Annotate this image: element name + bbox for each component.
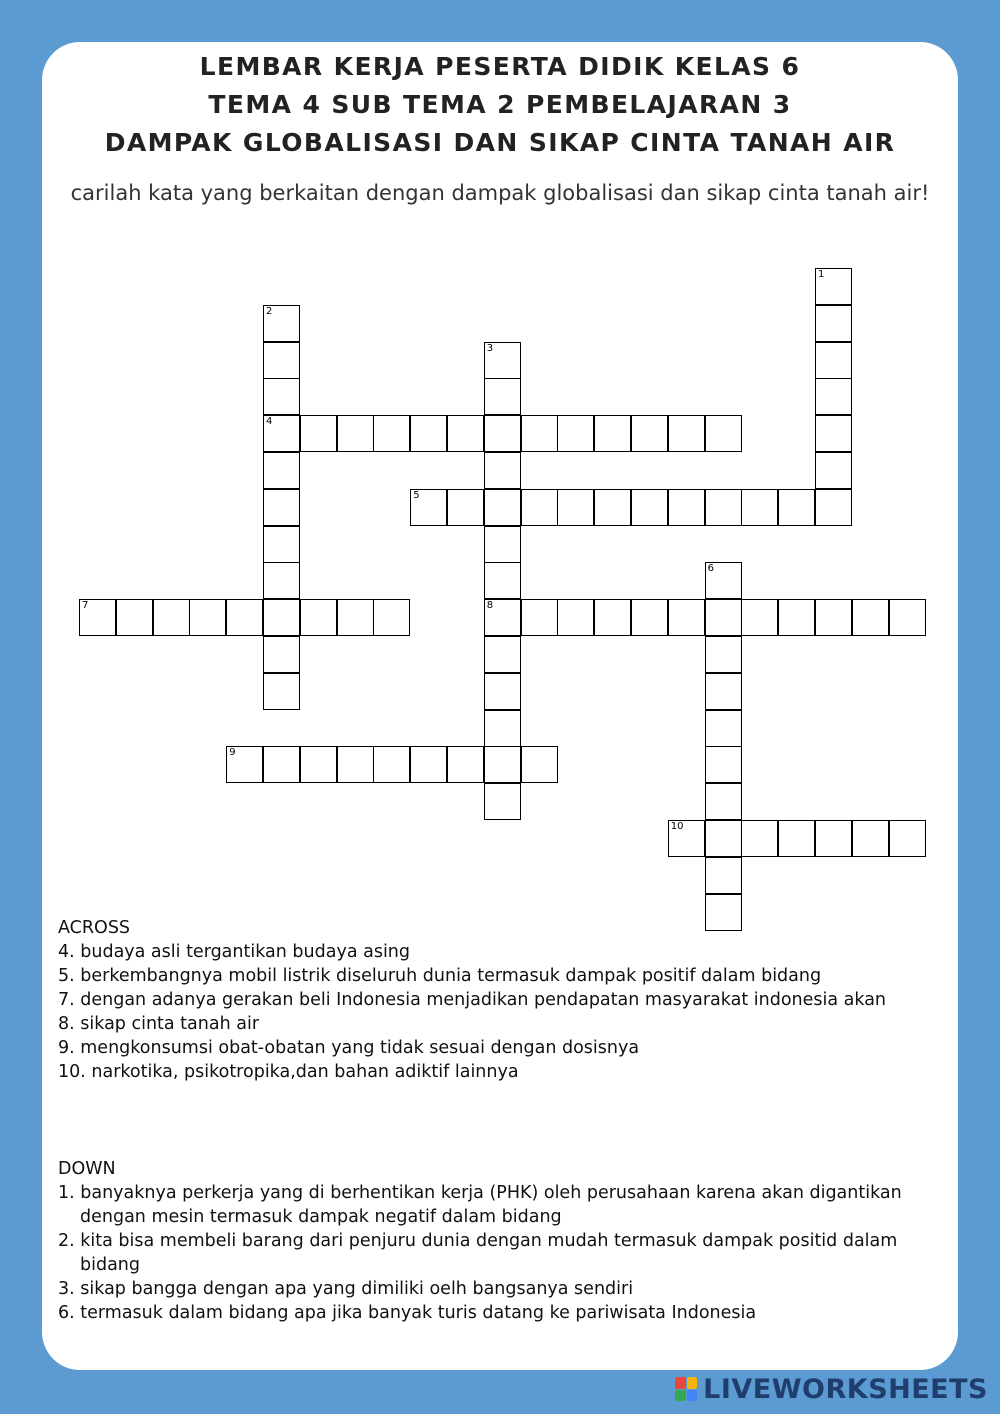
crossword-cell[interactable] (337, 746, 374, 783)
crossword-cell[interactable] (778, 489, 815, 526)
crossword-cell[interactable] (705, 783, 742, 820)
crossword-cell[interactable] (484, 783, 521, 820)
instruction-text: carilah kata yang berkaitan dengan dampak globalisasi dan sikap cinta tanah air! (70, 181, 930, 205)
down-clues (58, 1157, 948, 1325)
crossword-cell[interactable] (815, 342, 852, 379)
crossword-cell[interactable] (373, 415, 410, 452)
crossword-cell[interactable] (337, 599, 374, 636)
crossword-cell[interactable] (631, 599, 668, 636)
watermark-text: LIVEWORKSHEETS (703, 1373, 988, 1405)
crossword-cell[interactable] (815, 268, 852, 305)
crossword-cell[interactable] (263, 452, 300, 489)
crossword-cell[interactable] (778, 599, 815, 636)
down-clue-3: 3. sikap bangga dengan apa yang dimiliki oelh bangsanya sendiri (58, 1279, 634, 1299)
crossword-cell[interactable] (521, 415, 558, 452)
across-clue-4: 4. budaya asli tergantikan budaya asing (58, 942, 411, 962)
crossword-cell[interactable] (705, 636, 742, 673)
crossword-cell[interactable] (484, 599, 521, 636)
crossword-cell[interactable] (484, 673, 521, 710)
crossword-cell[interactable] (741, 820, 778, 857)
crossword-cell[interactable] (557, 599, 594, 636)
crossword-cell[interactable] (594, 415, 631, 452)
liveworksheets-logo-icon (675, 1377, 697, 1401)
crossword-cell[interactable] (263, 305, 300, 342)
crossword-cell[interactable] (815, 305, 852, 342)
crossword-cell[interactable] (484, 415, 521, 452)
clue-number-9: 9 (229, 747, 236, 759)
crossword-cell[interactable] (852, 599, 889, 636)
crossword-cell[interactable] (705, 710, 742, 747)
clue-number-3: 3 (486, 342, 494, 354)
crossword-cell[interactable] (705, 562, 742, 599)
crossword-cell[interactable] (263, 342, 300, 379)
crossword-cell[interactable] (263, 636, 300, 673)
across-clue-10: 10. narkotika, psikotropika,dan bahan adiktif lainnya (58, 1062, 519, 1082)
down-clue-6: 6. termasuk dalam bidang apa jika banyak turis datang ke pariwisata Indonesia (58, 1303, 757, 1323)
crossword-cell[interactable] (815, 489, 852, 526)
down-heading: DOWN (58, 1159, 116, 1179)
crossword-cell[interactable] (263, 378, 300, 415)
crossword-cell[interactable] (153, 599, 190, 636)
across-clue-9: 9. mengkonsumsi obat-obatan yang tidak sesuai dengan dosisnya (58, 1038, 640, 1058)
clue-number-6: 6 (707, 563, 714, 575)
title-line-3: DAMPAK GLOBALISASI DAN SIKAP CINTA TANAH AIR (104, 128, 896, 157)
title-line-2: TEMA 4 SUB TEMA 2 PEMBELAJARAN 3 (208, 90, 792, 119)
crossword-cell[interactable] (410, 746, 447, 783)
crossword-cell[interactable] (447, 746, 484, 783)
crossword-cell[interactable] (373, 599, 410, 636)
clue-number-7: 7 (82, 600, 89, 612)
crossword-cell[interactable] (815, 378, 852, 415)
crossword-cell[interactable] (79, 599, 116, 636)
clue-number-5: 5 (413, 489, 420, 501)
crossword-cell[interactable] (263, 746, 300, 783)
crossword-cell[interactable] (300, 746, 337, 783)
crossword-cell[interactable] (705, 489, 742, 526)
crossword-cell[interactable] (815, 415, 852, 452)
crossword-cell[interactable] (705, 857, 742, 894)
crossword-cell[interactable] (668, 599, 705, 636)
crossword-cell[interactable] (741, 489, 778, 526)
crossword-cell[interactable] (594, 599, 631, 636)
crossword-cell[interactable] (447, 489, 484, 526)
crossword-cell[interactable] (484, 452, 521, 489)
crossword-cell[interactable] (263, 489, 300, 526)
crossword-cell[interactable] (263, 526, 300, 563)
crossword-cell[interactable] (631, 415, 668, 452)
clue-number-8: 8 (486, 600, 494, 612)
crossword-cell[interactable] (557, 415, 594, 452)
crossword-cell[interactable] (741, 599, 778, 636)
crossword-cell[interactable] (484, 562, 521, 599)
crossword-cell[interactable] (484, 746, 521, 783)
crossword-cell[interactable] (410, 415, 447, 452)
crossword-cell[interactable] (705, 673, 742, 710)
crossword-cell[interactable] (484, 526, 521, 563)
crossword-cell[interactable] (189, 599, 226, 636)
crossword-cell[interactable] (778, 820, 815, 857)
clue-number-2: 2 (266, 305, 273, 317)
crossword-cell[interactable] (815, 452, 852, 489)
crossword-cell[interactable] (373, 746, 410, 783)
crossword-cell[interactable] (521, 746, 558, 783)
crossword-cell[interactable] (521, 489, 558, 526)
crossword-cell[interactable] (484, 378, 521, 415)
clue-number-10: 10 (670, 821, 684, 832)
crossword-cell[interactable] (263, 673, 300, 710)
crossword-cell[interactable] (337, 415, 374, 452)
crossword-cell[interactable] (668, 820, 705, 857)
crossword-cell[interactable] (484, 489, 521, 526)
crossword-cell[interactable] (226, 746, 263, 783)
crossword-cell[interactable] (116, 599, 153, 636)
clue-number-1: 1 (818, 269, 825, 280)
liveworksheets-watermark (675, 1372, 988, 1406)
crossword-cell[interactable] (484, 636, 521, 673)
crossword-cell[interactable] (447, 415, 484, 452)
crossword-cell[interactable] (263, 562, 300, 599)
crossword-cell[interactable] (557, 489, 594, 526)
crossword-cell[interactable] (263, 415, 300, 452)
crossword-cell[interactable] (705, 820, 742, 857)
crossword-cell[interactable] (889, 820, 926, 857)
crossword-cell[interactable] (705, 746, 742, 783)
crossword-cell[interactable] (300, 415, 337, 452)
crossword-cell[interactable] (815, 599, 852, 636)
across-heading: ACROSS (58, 918, 131, 938)
crossword-cell[interactable] (263, 599, 300, 636)
crossword-cell[interactable] (300, 599, 337, 636)
crossword-cell[interactable] (410, 489, 447, 526)
across-clue-7: 7. dengan adanya gerakan beli Indonesia menjadikan pendapatan masyarakat indonesia akan (58, 990, 887, 1010)
crossword-cell[interactable] (484, 342, 521, 379)
crossword-cell[interactable] (631, 489, 668, 526)
crossword-cell[interactable] (889, 599, 926, 636)
crossword-cell[interactable] (484, 710, 521, 747)
across-clue-5: 5. berkembangnya mobil listrik diseluruh dunia termasuk dampak positif dalam bidang (58, 966, 822, 986)
across-clues (58, 916, 948, 1084)
clue-number-4: 4 (266, 416, 273, 428)
crossword-cell[interactable] (226, 599, 263, 636)
crossword-cell[interactable] (815, 820, 852, 857)
title-line-1: LEMBAR KERJA PESERTA DIDIK KELAS 6 (199, 52, 801, 81)
down-clue-1: 1. banyaknya perkerja yang di berhentikan kerja (PHK) oleh perusahaan karena akan digantikan dengan mesin termasuk dampak negatif dalam bidang (58, 1183, 902, 1227)
crossword-cell[interactable] (668, 489, 705, 526)
down-clue-2: 2. kita bisa membeli barang dari penjuru dunia dengan mudah termasuk dampak positid dalam bidang (58, 1231, 898, 1275)
crossword-cell[interactable] (705, 599, 742, 636)
crossword-cell[interactable] (594, 489, 631, 526)
crossword-cell[interactable] (668, 415, 705, 452)
crossword-cell[interactable] (852, 820, 889, 857)
crossword-cell[interactable] (705, 415, 742, 452)
crossword-cell[interactable] (521, 599, 558, 636)
across-clue-8: 8. sikap cinta tanah air (58, 1014, 260, 1034)
